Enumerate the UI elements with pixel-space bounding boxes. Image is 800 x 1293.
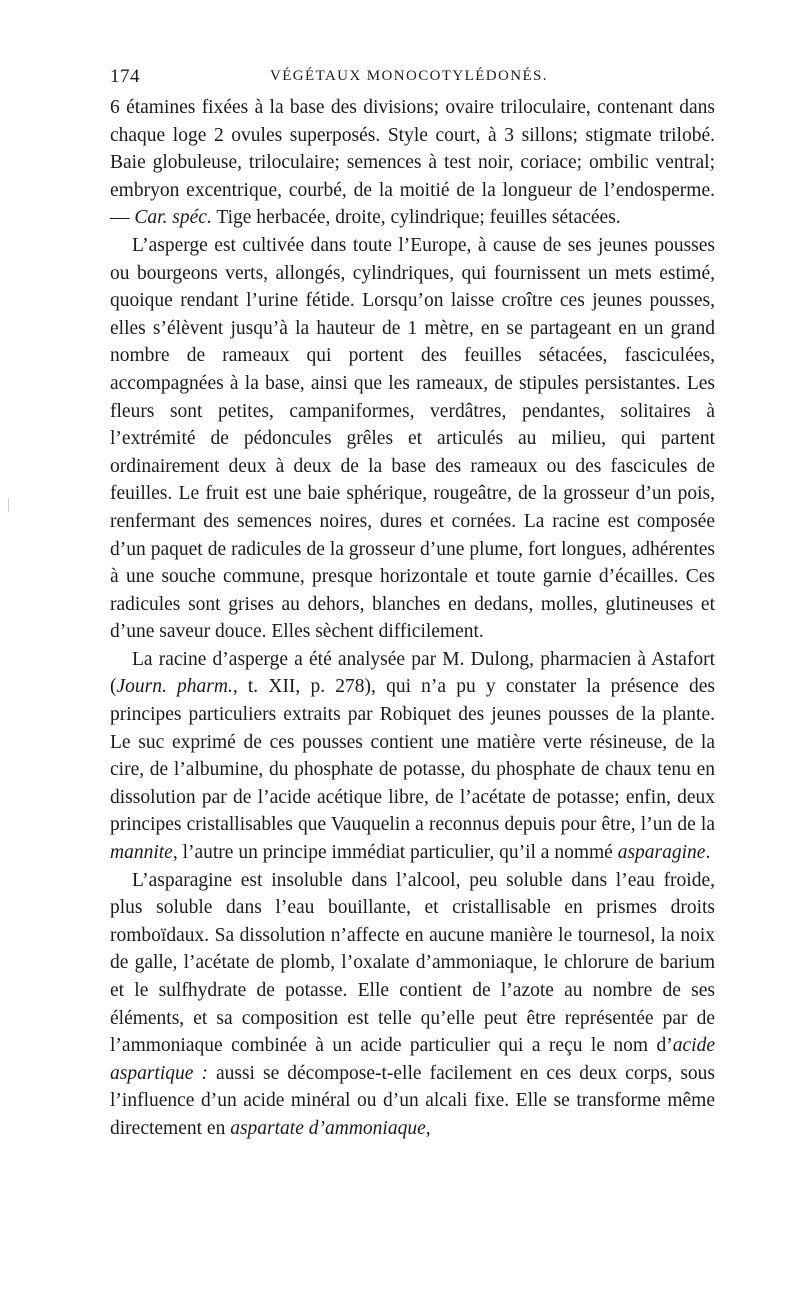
italic-text: Journ. pharm. — [116, 676, 233, 698]
text-run: , l’autre un principe immédiat particulier, qu’il a nommé — [172, 842, 618, 864]
text-run: 6 étamines fixées à la base des divisions; ovaire triloculaire, contenant dans chaque loge 2 ovules superposés. Style court, à 3 sillons; stigmate trilobé. Baie globuleuse, triloculaire; semences à test noir, coriace; ombilic ventral; embryon excentrique, courbé, de la moitié de la longueur de l’endosperme. — — [110, 97, 715, 229]
running-head: VÉGÉTAUX MONOCOTYLÉDONÉS. — [270, 68, 548, 84]
page-number: 174 — [110, 66, 140, 87]
page-header — [110, 66, 715, 94]
text-run: Tige herbacée, droite, cylindrique; feuilles sétacées. — [211, 207, 621, 229]
text-run: . — [705, 842, 711, 864]
italic-text: acide aspartique : — [110, 1035, 715, 1084]
text-run: aussi se décompose-t-elle facilement en ces deux corps, sous l’influence d’un acide minéral ou d’un alcali fixe. Elle se transforme même directement en — [110, 1062, 715, 1139]
italic-text: asparagine — [617, 842, 706, 864]
text-run: , — [425, 1117, 431, 1139]
paragraph-3 — [110, 646, 715, 867]
italic-text: Car. spéc. — [134, 207, 212, 229]
margin-mark — [8, 498, 9, 512]
body-text — [110, 94, 715, 1143]
text-run: L’asperge est cultivée dans toute l’Europe, à cause de ses jeunes pousses ou bourgeons verts, allongés, cylindriques, qui fournissent un mets estimé, quoique rendant l’urine fétide. Lorsqu’on laisse croître ces jeunes pousses, elles s’élèvent jusqu’à la hauteur de 1 mètre, en se partageant en un grand nombre de rameaux qui portent des feuilles sétacées, fasciculées, accompagnées à la base, ainsi que les rameaux, de stipules persistantes. Les fleurs sont petites, campaniformes, verdâtres, pendantes, solitaires à l’extrémité de pédoncules grêles et articulés au milieu, qui partent ordinairement deux à deux de la base des rameaux ou des fascicules de feuilles. Le fruit est une baie sphérique, rougeâtre, de la grosseur d’un pois, renfermant des semences noires, dures et cornées. La racine est composée d’un paquet de radicules de la grosseur d’une plume, fort longues, adhérentes à une souche commune, presque horizontale et toute garnie d’écailles. Ces radicules sont grises au dehors, blanches en dedans, molles, glutineuses et d’une saveur douce. Elles sèchent difficilement. — [110, 234, 715, 643]
text-run: L’asparagine est insoluble dans l’alcool, peu soluble dans l’eau froide, plus soluble dans l’eau bouillante, et cristallisable en prismes droits romboïdaux. Sa dissolution n’affecte en aucune manière le tournesol, la noix de galle, l’acétate de plomb, l’oxalate d’ammoniaque, le chlorure de barium et le sulfhydrate de potasse. Elle contient de l’azote au nombre de ses éléments, et sa composition est telle qu’elle peut être représentée par de l’ammoniaque combinée à un acide particulier qui a reçu le nom d’ — [110, 869, 715, 1057]
text-run: , t. XII, p. 278), qui n’a pu y constater la présence des principes particuliers extraits par Robiquet des jeunes pousses de la plante. Le suc exprimé de ces pousses contient une matière verte résineuse, de la cire, de l’albumine, du phosphate de potasse, du phosphate de chaux tenu en dissolution par de l’acide acétique libre, de l’acétate de potasse; enfin, deux principes cristallisables que Vauquelin a reconnus depuis pour être, l’un de la — [110, 676, 715, 836]
paragraph-1 — [110, 94, 715, 232]
italic-text: mannite — [110, 842, 173, 864]
italic-text: aspartate d’ammoniaque — [230, 1117, 426, 1139]
book-page — [110, 66, 715, 1143]
paragraph-2 — [110, 232, 715, 646]
text-run: La racine d’asperge a été analysée par M. Dulong, pharmacien à Astafort ( — [110, 648, 715, 698]
paragraph-4 — [110, 867, 715, 1143]
